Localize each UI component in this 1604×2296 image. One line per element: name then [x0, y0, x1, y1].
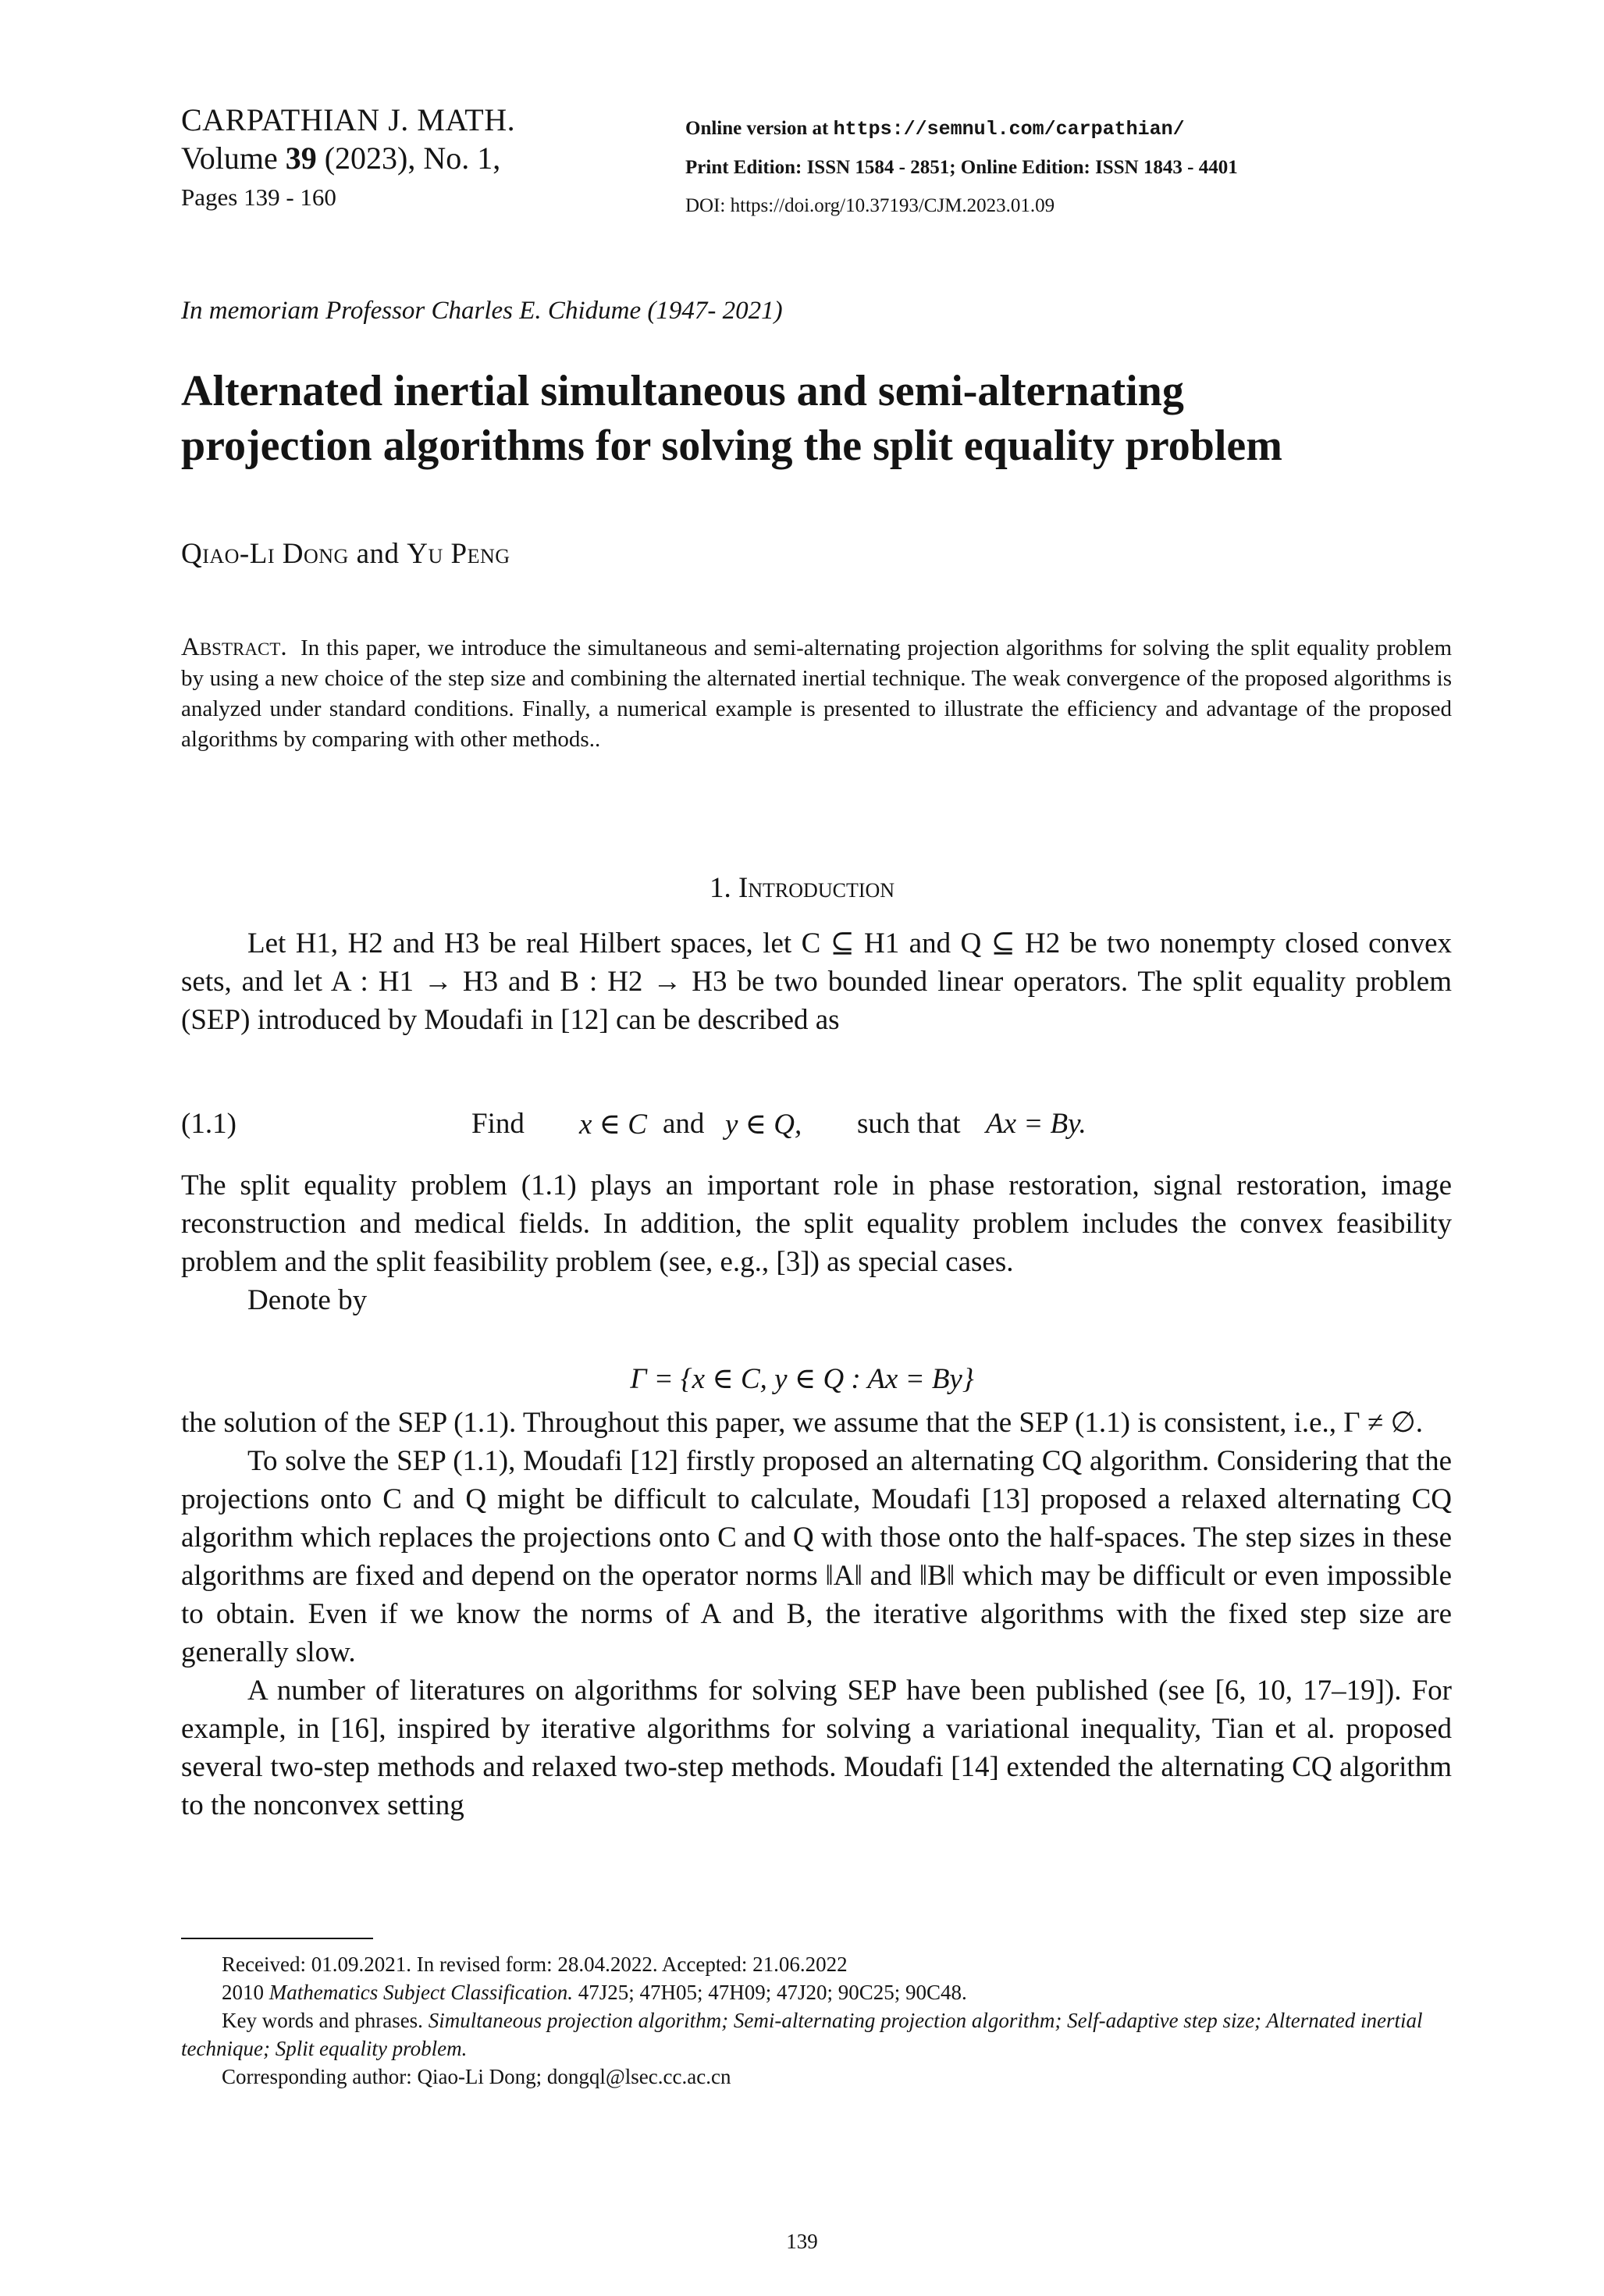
equation-label: (1.1)	[181, 1108, 237, 1140]
doi-line[interactable]: DOI: https://doi.org/10.37193/CJM.2023.01.09	[685, 195, 1055, 216]
volume-info: Volume 39 (2023), No. 1,	[181, 141, 501, 176]
footnote-rule	[181, 1938, 373, 1939]
received-dates: Received: 01.09.2021. In revised form: 28.04.2022. Accepted: 21.06.2022	[222, 1952, 848, 1976]
page-number: 139	[786, 2230, 818, 2253]
intro-paragraph-2: The split equality problem (1.1) plays an important role in phase restoration, signal restoration, image reconstruction and medical fields. In addition, the split equality problem includes the convex feasibility problem and the split feasibility problem (see, e.g., [3]) as special cases. Denote by	[181, 1169, 1452, 1316]
author-1: Qiao-Li Dong	[181, 538, 349, 570]
memoriam-line: In memoriam Professor Charles E. Chidume (1947- 2021)	[181, 297, 783, 325]
online-url-link[interactable]: https://semnul.com/carpathian/	[833, 118, 1185, 141]
volume-number: 39	[285, 141, 317, 176]
publication-info	[685, 109, 1466, 225]
footnotes	[181, 1950, 1452, 2091]
abstract	[181, 632, 1452, 755]
journal-header	[181, 101, 618, 217]
intro-paragraph-3: the solution of the SEP (1.1). Throughout this paper, we assume that the SEP (1.1) is consistent, i.e., Γ ≠ ∅. To solve the SEP (1.1), Moudafi [12] firstly proposed an alternating CQ algorithm. Considering that the projections onto C and Q might be difficult to calculate, Moudafi [13] proposed a relaxed alternating CQ algorithm which replaces the projections onto C and Q with those onto the half-spaces. The step sizes in these algorithms are fixed and depend on the operator norms ‖A‖ and ‖B‖ which may be difficult or even impossible to obtain. Even if we know the norms of A and B, the iterative algorithms with the fixed step size are generally slow. A number of literatures on algorithms for solving SEP have been published (see [6, 10, 17–19]). For example, in [16], inspired by iterative algorithms for solving a variational inequality, Tian et al. proposed several two-step methods and relaxed two-step methods. Moudafi [14] extended the alternating CQ algorithm to the nonconvex setting	[181, 1407, 1452, 1821]
abstract-text: In this paper, we introduce the simultaneous and semi-alternating projection algorithms for solving the split equality problem by using a new choice of the step size and combining the alternated inertial technique. The weak convergence of the proposed algorithms is analyzed under standard conditions. Finally, a numerical example is presented to illustrate the efficiency and advantage of the proposed algorithms by comparing with other methods..	[181, 635, 1453, 752]
gamma-equation: Γ = {x ∈ C, y ∈ Q : Ax = By}	[630, 1363, 974, 1395]
abstract-label: Abstract.	[181, 633, 287, 661]
issn-line: Print Edition: ISSN 1584 - 2851; Online Edition: ISSN 1843 - 4401	[685, 157, 1238, 178]
keywords: Key words and phrases. Simultaneous projection algorithm; Semi-alternating projection algorithm; Self-adaptive step size; Alternated inertial technique; Split equality problem.	[181, 2009, 1423, 2060]
page-range: Pages 139 - 160	[181, 183, 336, 211]
author-2: Yu Peng	[407, 538, 510, 570]
msc-classification: 2010 Mathematics Subject Classification. 47J25; 47H05; 47H09; 47J20; 90C25; 90C48.	[222, 1981, 967, 2004]
paper-title: Alternated inertial simultaneous and semi-alternating projection algorithms for solving the split equality problem	[181, 367, 1282, 470]
section-heading: 1. Introduction	[709, 872, 895, 904]
online-version: Online version at https://semnul.com/carpathian/	[685, 118, 1185, 141]
corresponding-author: Corresponding author: Qiao-Li Dong; dongql@lsec.cc.ac.cn	[222, 2065, 731, 2088]
intro-paragraph-1: Let H1, H2 and H3 be real Hilbert spaces, let C ⊆ H1 and Q ⊆ H2 be two nonempty closed convex sets, and let A : H1 → H3 and B : H2 → H3 be two bounded linear operators. The split equality problem (SEP) introduced by Moudafi in [12] can be described as	[181, 927, 1452, 1036]
authors: Qiao-Li Dong and Yu Peng	[181, 538, 510, 570]
journal-name: CARPATHIAN J. MATH.	[181, 102, 516, 137]
